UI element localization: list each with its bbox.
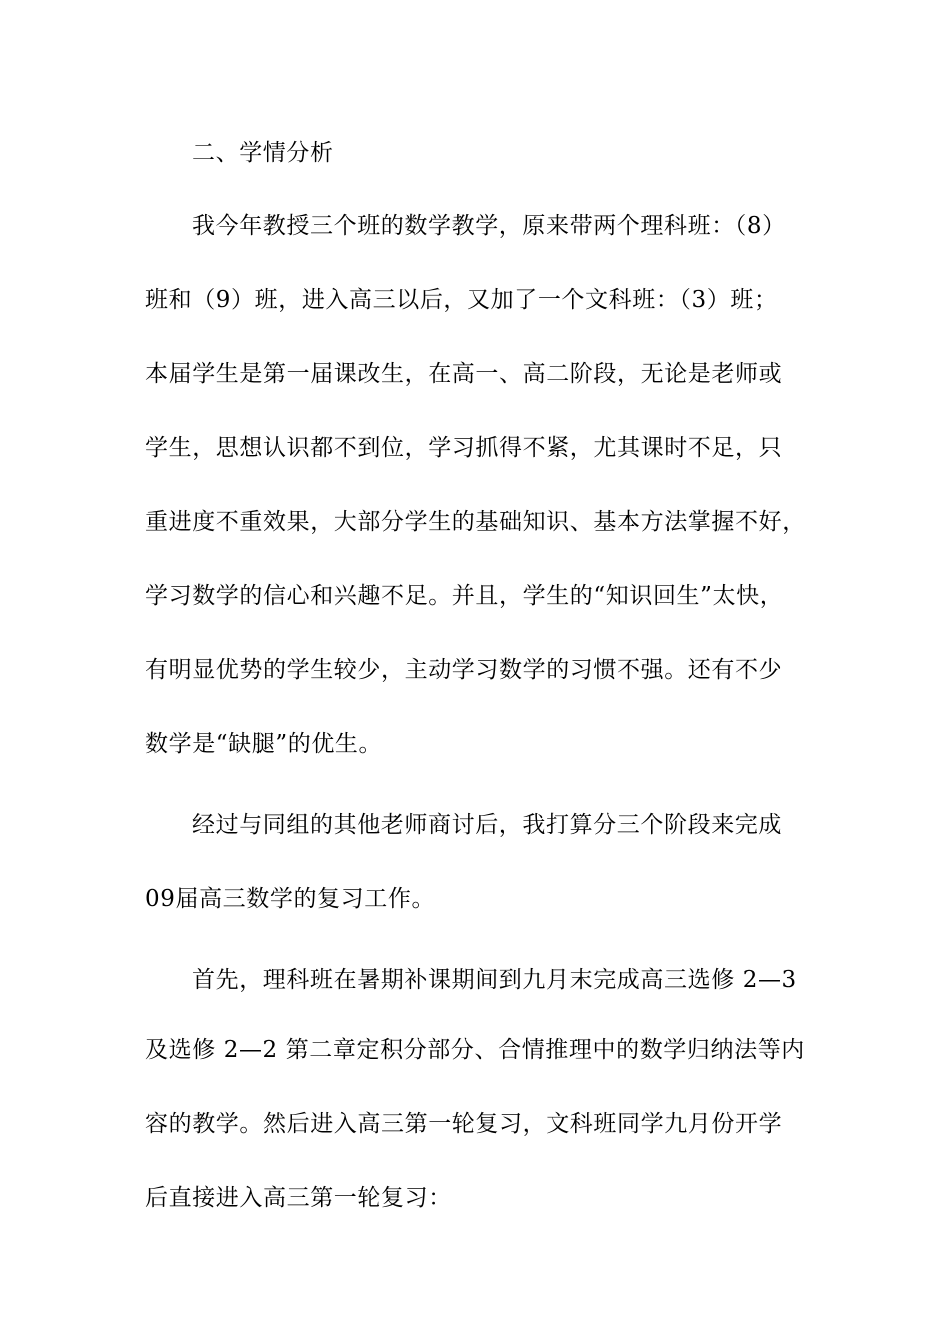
paragraph-line: 有明显优势的学生较少，主动学习数学的习惯不强。还有不少 xyxy=(145,657,783,683)
paragraph-line: 班和（9）班，进入高三以后，又加了一个文科班：（3）班； xyxy=(145,287,778,313)
paragraph-line: 经过与同组的其他老师商讨后，我打算分三个阶段来完成 xyxy=(192,812,782,838)
paragraph-line: 首先，理科班在暑期补课期间到九月末完成高三选修 2—3 xyxy=(192,967,797,993)
paragraph-line: 容的教学。然后进入高三第一轮复习，文科班同学九月份开学 xyxy=(145,1111,783,1137)
paragraph-line: 数学是“缺腿”的优生。 xyxy=(145,731,383,757)
paragraph-line: 学习数学的信心和兴趣不足。并且，学生的“知识回生”太快， xyxy=(145,583,784,609)
paragraph-line: 09届高三数学的复习工作。 xyxy=(145,886,436,912)
paragraph-line: 后直接进入高三第一轮复习： xyxy=(145,1185,452,1211)
paragraph-line: 重进度不重效果，大部分学生的基础知识、基本方法掌握不好， xyxy=(145,509,806,535)
paragraph-line: 本届学生是第一届课改生，在高一、高二阶段，无论是老师或 xyxy=(145,361,783,387)
paragraph-line: 我今年教授三个班的数学教学，原来带两个理科班：（8） xyxy=(192,213,786,239)
paragraph-line: 学生，思想认识都不到位，学习抓得不紧，尤其课时不足，只 xyxy=(145,435,783,461)
section-heading: 二、学情分析 xyxy=(192,140,334,166)
paragraph-line: 及选修 2—2 第二章定积分部分、合情推理中的数学归纳法等内 xyxy=(145,1037,805,1063)
